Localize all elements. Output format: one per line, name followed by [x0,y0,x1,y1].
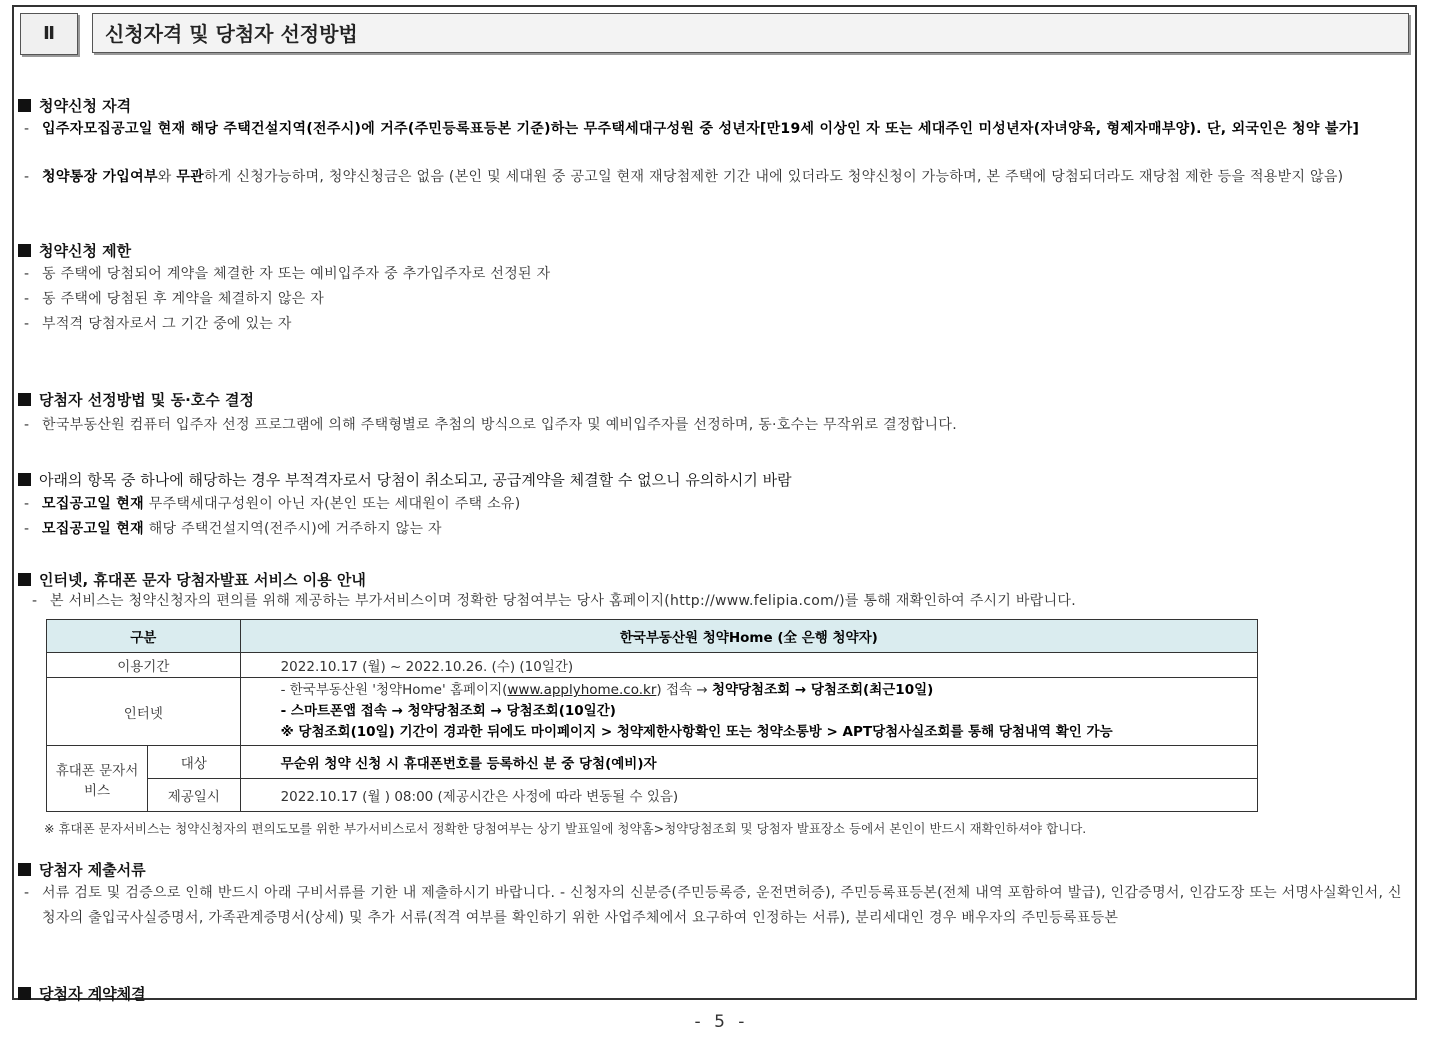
restriction-heading [18,240,131,261]
page-frame [12,5,1417,1003]
square-bullet-icon [18,987,31,1000]
target-value: 무순위 청약 신청 시 휴대폰번호를 등록하신 분 중 당첨(예비)자 [240,746,1257,779]
disqualify-item-1-text: 무주택세대구성원이 아닌 자(본인 또는 세대원이 주택 소유) [143,496,521,512]
internet-line-1-a: - 한국부동산원 '청약Home' 홈페이지( [280,682,508,698]
disqualify-heading [18,469,792,490]
table-header-applyhome: 한국부동산원 청약Home (全 은행 청약자) [240,620,1257,653]
internet-value [240,678,1257,746]
applyhome-link[interactable]: www.applyhome.co.kr [507,682,657,698]
disqualify-item-2-bold: 모집공고일 현재 [42,521,144,537]
selection-item-text: 한국부동산원 컴퓨터 입주자 선정 프로그램에 의해 주택형별로 추첨의 방식으로 입주자 및 예비입주자를 선정하며, 동·호수는 무작위로 결정합니다. [42,417,957,433]
qualification-item-2-bold-b: 무관 [176,169,204,185]
internet-label: 인터넷 [47,678,241,746]
period-value: 2022.10.17 (월) ~ 2022.10.26. (수) (10일간) [240,653,1257,678]
disqualify-item-1-bold: 모집공고일 현재 [42,496,144,512]
table-header-category: 구분 [47,620,241,653]
section-title: 신청자격 및 당첨자 선정방법 [92,13,1409,53]
qualification-heading-text: 청약신청 자격 [39,97,132,115]
target-label: 대상 [148,746,241,779]
table-row [47,779,1258,812]
qualification-item-2-text-b: 하게 신청가능하며, 청약신청금은 없음 (본인 및 세대원 중 공고일 현재 재당첨제한 기간 내에 있더라도 청약신청이 가능하며, 본 주택에 당첨되더라도 재당첨 제한 등을 적용받지 않음) [204,169,1344,185]
documents-item-text: 서류 검토 및 검증으로 인해 반드시 아래 구비서류를 기한 내 제출하시기 바랍니다. - 신청자의 신분증(주민등록증, 운전면허증), 주민등록표등본(전체 내역 포함하여 발급), 인감증명서, 인감도장 또는 서명사실확인서, 신청자의 출입국사실증명서, 가족관계증명서(상세) 및 추가 서류(적격 여부를 확인하기 위한 사업주체에서 요구하여 인정하는 서류), 분리세대인 경우 배우자의 주민등록표등본 [42,885,1402,926]
internet-line-3: ※ 당첨조회(10일) 기간이 경과한 뒤에도 마이페이지 > 청약제한사항확인 또는 청약소통방 > APT당첨사실조회를 통해 당첨내역 확인 가능 [280,724,1113,740]
restriction-item-1-text: 동 주택에 당첨되어 계약을 체결한 자 또는 예비입주자 중 추가입주자로 선정된 자 [42,266,551,282]
restriction-heading-text: 청약신청 제한 [39,242,132,260]
square-bullet-icon [18,393,31,406]
selection-heading-text: 당첨자 선정방법 및 동·호수 결정 [39,391,254,409]
disqualify-heading-text: 아래의 항목 중 하나에 해당하는 경우 부적격자로서 당첨이 취소되고, 공급계약을 체결할 수 없으니 유의하시기 바람 [39,471,792,489]
restriction-item-1: - 동 주택에 당첨되어 계약을 체결한 자 또는 예비입주자 중 추가입주자로 선정된 자 [24,262,1407,287]
selection-heading [18,389,254,410]
date-label: 제공일시 [148,779,241,812]
service-intro-text: 본 서비스는 청약신청자의 편의를 위해 제공하는 부가서비스이며 정확한 당첨여부는 당사 홈페이지(http://www.felipia.com/)를 통해 재확인하여 주시기 바랍니다. [50,593,1076,609]
contract-heading-text: 당첨자 계약체결 [39,985,146,1003]
square-bullet-icon [18,863,31,876]
documents-heading-text: 당첨자 제출서류 [39,861,146,879]
restriction-item-2-text: 동 주택에 당첨된 후 계약을 체결하지 않은 자 [42,291,325,307]
documents-item: - 서류 검토 및 검증으로 인해 반드시 아래 구비서류를 기한 내 제출하시기 바랍니다. - 신청자의 신분증(주민등록증, 운전면허증), 주민등록표등본(전체 내역 포함하여 발급), 인감증명서, 인감도장 또는 서명사실확인서, 신청자의 출입국사실증명서, 가족관계증명서(상세) 및 추가 서류(적격 여부를 확인하기 위한 사업주체에서 요구하여 인정하는 서류), 분리세대인 경우 배우자의 주민등록표등본 [24,881,1407,931]
disqualify-item-2-text: 해당 주택건설지역(전주시)에 거주하지 않는 자 [143,521,442,537]
selection-item: - 한국부동산원 컴퓨터 입주자 선정 프로그램에 의해 주택형별로 추첨의 방식으로 입주자 및 예비입주자를 선정하며, 동·호수는 무작위로 결정합니다. [24,413,1407,438]
internet-line-1-b: ) 접속 → [656,682,712,698]
qualification-item-1: - 입주자모집공고일 현재 해당 주택건설지역(전주시)에 거주(주민등록표등본 기준)하는 무주택세대구성원 중 성년자[만19세 이상인 자 또는 세대주인 미성년자(자녀양육, 형제자매부양). 단, 외국인은 청약 불가] [24,121,1360,137]
qualification-item-2-text-a: 와 [157,169,177,185]
table-header-row [47,620,1258,653]
mobile-label: 휴대폰 문자서비스 [47,746,148,812]
section-number: Ⅱ [20,13,78,55]
square-bullet-icon [18,573,31,586]
contract-heading [18,983,146,1004]
qualification-item-2: - 청약통장 가입여부와 무관하게 신청가능하며, 청약신청금은 없음 (본인 및 세대원 중 공고일 현재 재당첨제한 기간 내에 있더라도 청약신청이 가능하며, 본 주택에 당첨되더라도 재당첨 제한 등을 적용받지 않음) [24,169,1344,185]
internet-line-1-c: 청약당첨조회 → 당첨조회(최근10일) [711,682,934,698]
date-value: 2022.10.17 (월 ) 08:00 (제공시간은 사정에 따라 변동될 수 있음) [240,779,1257,812]
qualification-item-2-bold-a: 청약통장 가입여부 [42,169,158,185]
internet-line-2: - 스마트폰앱 접속 → 청약당첨조회 → 당첨조회(10일간) [280,703,616,719]
restriction-item-3-text: 부적격 당첨자로서 그 기간 중에 있는 자 [42,316,292,332]
restriction-item-3: - 부적격 당첨자로서 그 기간 중에 있는 자 [24,312,1407,337]
service-heading-text: 인터넷, 휴대폰 문자 당첨자발표 서비스 이용 안내 [39,571,366,589]
restriction-item-2: - 동 주택에 당첨된 후 계약을 체결하지 않은 자 [24,287,1407,312]
service-table [46,619,1258,812]
table-row [47,653,1258,678]
service-heading [18,569,366,590]
documents-heading [18,859,146,880]
section-header [20,13,1409,57]
square-bullet-icon [18,244,31,257]
service-note: ※ 휴대폰 문자서비스는 청약신청자의 편의도모를 위한 부가서비스로서 정확한 당첨여부는 상기 발표일에 청약홈>청약당첨조회 및 당첨자 발표장소 등에서 본인이 반드시 재확인하셔야 합니다. [44,821,1087,836]
square-bullet-icon [18,473,31,486]
table-row [47,678,1258,746]
disqualify-item-2: - 모집공고일 현재 해당 주택건설지역(전주시)에 거주하지 않는 자 [24,521,442,537]
qualification-heading [18,95,131,116]
period-label: 이용기간 [47,653,241,678]
qualification-item-1-text: 입주자모집공고일 현재 해당 주택건설지역(전주시)에 거주(주민등록표등본 기준)하는 무주택세대구성원 중 성년자[만19세 이상인 자 또는 세대주인 미성년자(자녀양육, 형제자매부양). 단, 외국인은 청약 불가] [42,121,1360,137]
disqualify-item-1: - 모집공고일 현재 무주택세대구성원이 아닌 자(본인 또는 세대원이 주택 소유) [24,496,521,512]
service-intro: - 본 서비스는 청약신청자의 편의를 위해 제공하는 부가서비스이며 정확한 당첨여부는 당사 홈페이지(http://www.felipia.com/)를 통해 재확인하여 주시기 바랍니다. [32,589,1407,614]
page-number: - 5 - [694,1012,749,1032]
internet-line-1 [281,680,1251,701]
table-row [47,746,1258,779]
square-bullet-icon [18,99,31,112]
